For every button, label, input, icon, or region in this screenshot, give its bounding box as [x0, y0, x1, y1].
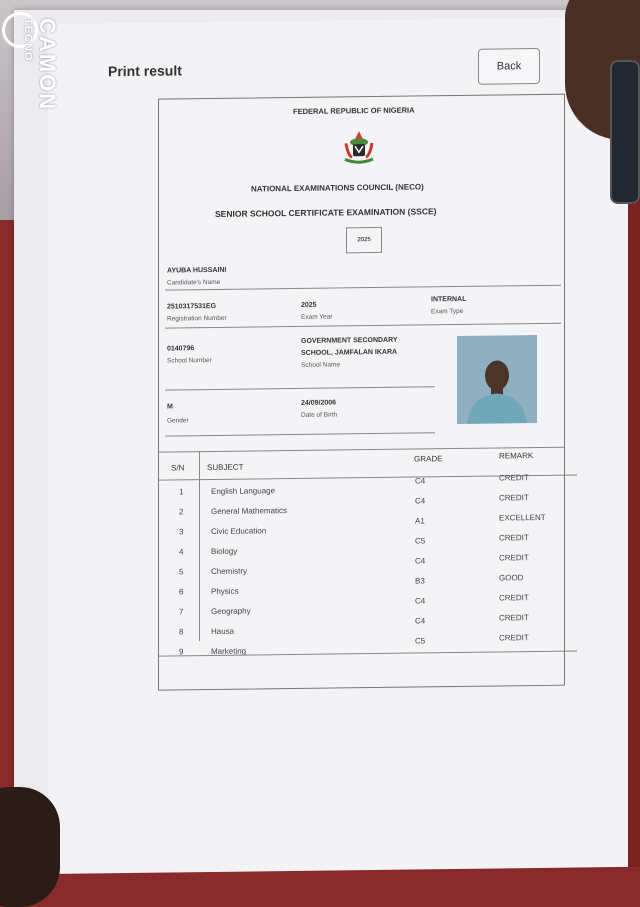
phone-edge	[610, 60, 640, 204]
date-of-birth: 24/09/2006	[301, 399, 337, 407]
finger	[0, 787, 60, 907]
column-divider	[199, 451, 200, 641]
registration-number-label: Registration Number	[167, 314, 227, 323]
school-number-label: School Number	[167, 356, 212, 365]
divider	[165, 285, 561, 291]
exam-heading: SENIOR SCHOOL CERTIFICATE EXAMINATION (SSCE)	[215, 206, 437, 219]
gender-label: Gender	[167, 417, 189, 425]
exam-year: 2025	[301, 301, 317, 309]
page-title: Print result	[108, 62, 182, 80]
table-row: 5 Chemistry C4 CREDIT	[179, 553, 529, 577]
council-heading: NATIONAL EXAMINATIONS COUNCIL (NECO)	[251, 182, 424, 194]
page-content	[48, 17, 628, 874]
watermark-model: CAMON	[35, 18, 60, 112]
coat-of-arms-icon	[342, 129, 376, 165]
school-name-label: School Name	[301, 361, 341, 369]
school-name-line-2: SCHOOL, JAMFALAN IKARA	[301, 348, 398, 357]
table-row: 8 Hausa C4 CREDIT	[179, 613, 529, 637]
gender: M	[167, 403, 173, 411]
table-row: 2 General Mathematics C4 CREDIT	[179, 493, 529, 517]
divider	[165, 386, 435, 390]
registration-number: 2510317531EG	[167, 302, 217, 311]
table-row: 9 Marketing C5 CREDIT	[179, 633, 529, 657]
header-sn: S/N	[171, 463, 185, 473]
school-name-line-1: GOVERNMENT SECONDARY	[301, 336, 398, 345]
back-button[interactable]: Back	[478, 48, 540, 85]
table-row: 1 English Language C4 CREDIT	[179, 473, 529, 497]
school-number: 0140796	[167, 345, 195, 353]
table-row: 6 Physics B3 GOOD	[179, 573, 524, 597]
printed-page	[14, 10, 614, 865]
result-slip	[158, 94, 565, 691]
date-of-birth-label: Date of Birth	[301, 411, 338, 419]
exam-year-box: 2025	[346, 227, 382, 253]
country-heading: FEDERAL REPUBLIC OF NIGERIA	[293, 105, 415, 117]
camera-watermark	[14, 18, 60, 128]
header-remark: REMARK	[499, 451, 534, 461]
table-row: 3 Civic Education A1 EXCELLENT	[179, 512, 546, 537]
header-subject: SUBJECT	[207, 462, 244, 473]
header-grade: GRADE	[414, 454, 443, 464]
candidate-photo	[457, 335, 537, 424]
exam-type: INTERNAL	[431, 295, 467, 304]
exam-type-label: Exam Type	[431, 307, 464, 316]
divider	[165, 323, 561, 329]
candidate-name: AYUBA HUSSAINI	[167, 266, 227, 275]
candidate-name-label: Candidate's Name	[167, 278, 221, 287]
exam-year-label: Exam Year	[301, 313, 333, 321]
divider	[165, 432, 435, 436]
table-row: 4 Biology C5 CREDIT	[179, 533, 529, 557]
watermark-brand: TECNO	[22, 18, 34, 62]
table-row: 7 Geography C4 CREDIT	[179, 593, 529, 617]
